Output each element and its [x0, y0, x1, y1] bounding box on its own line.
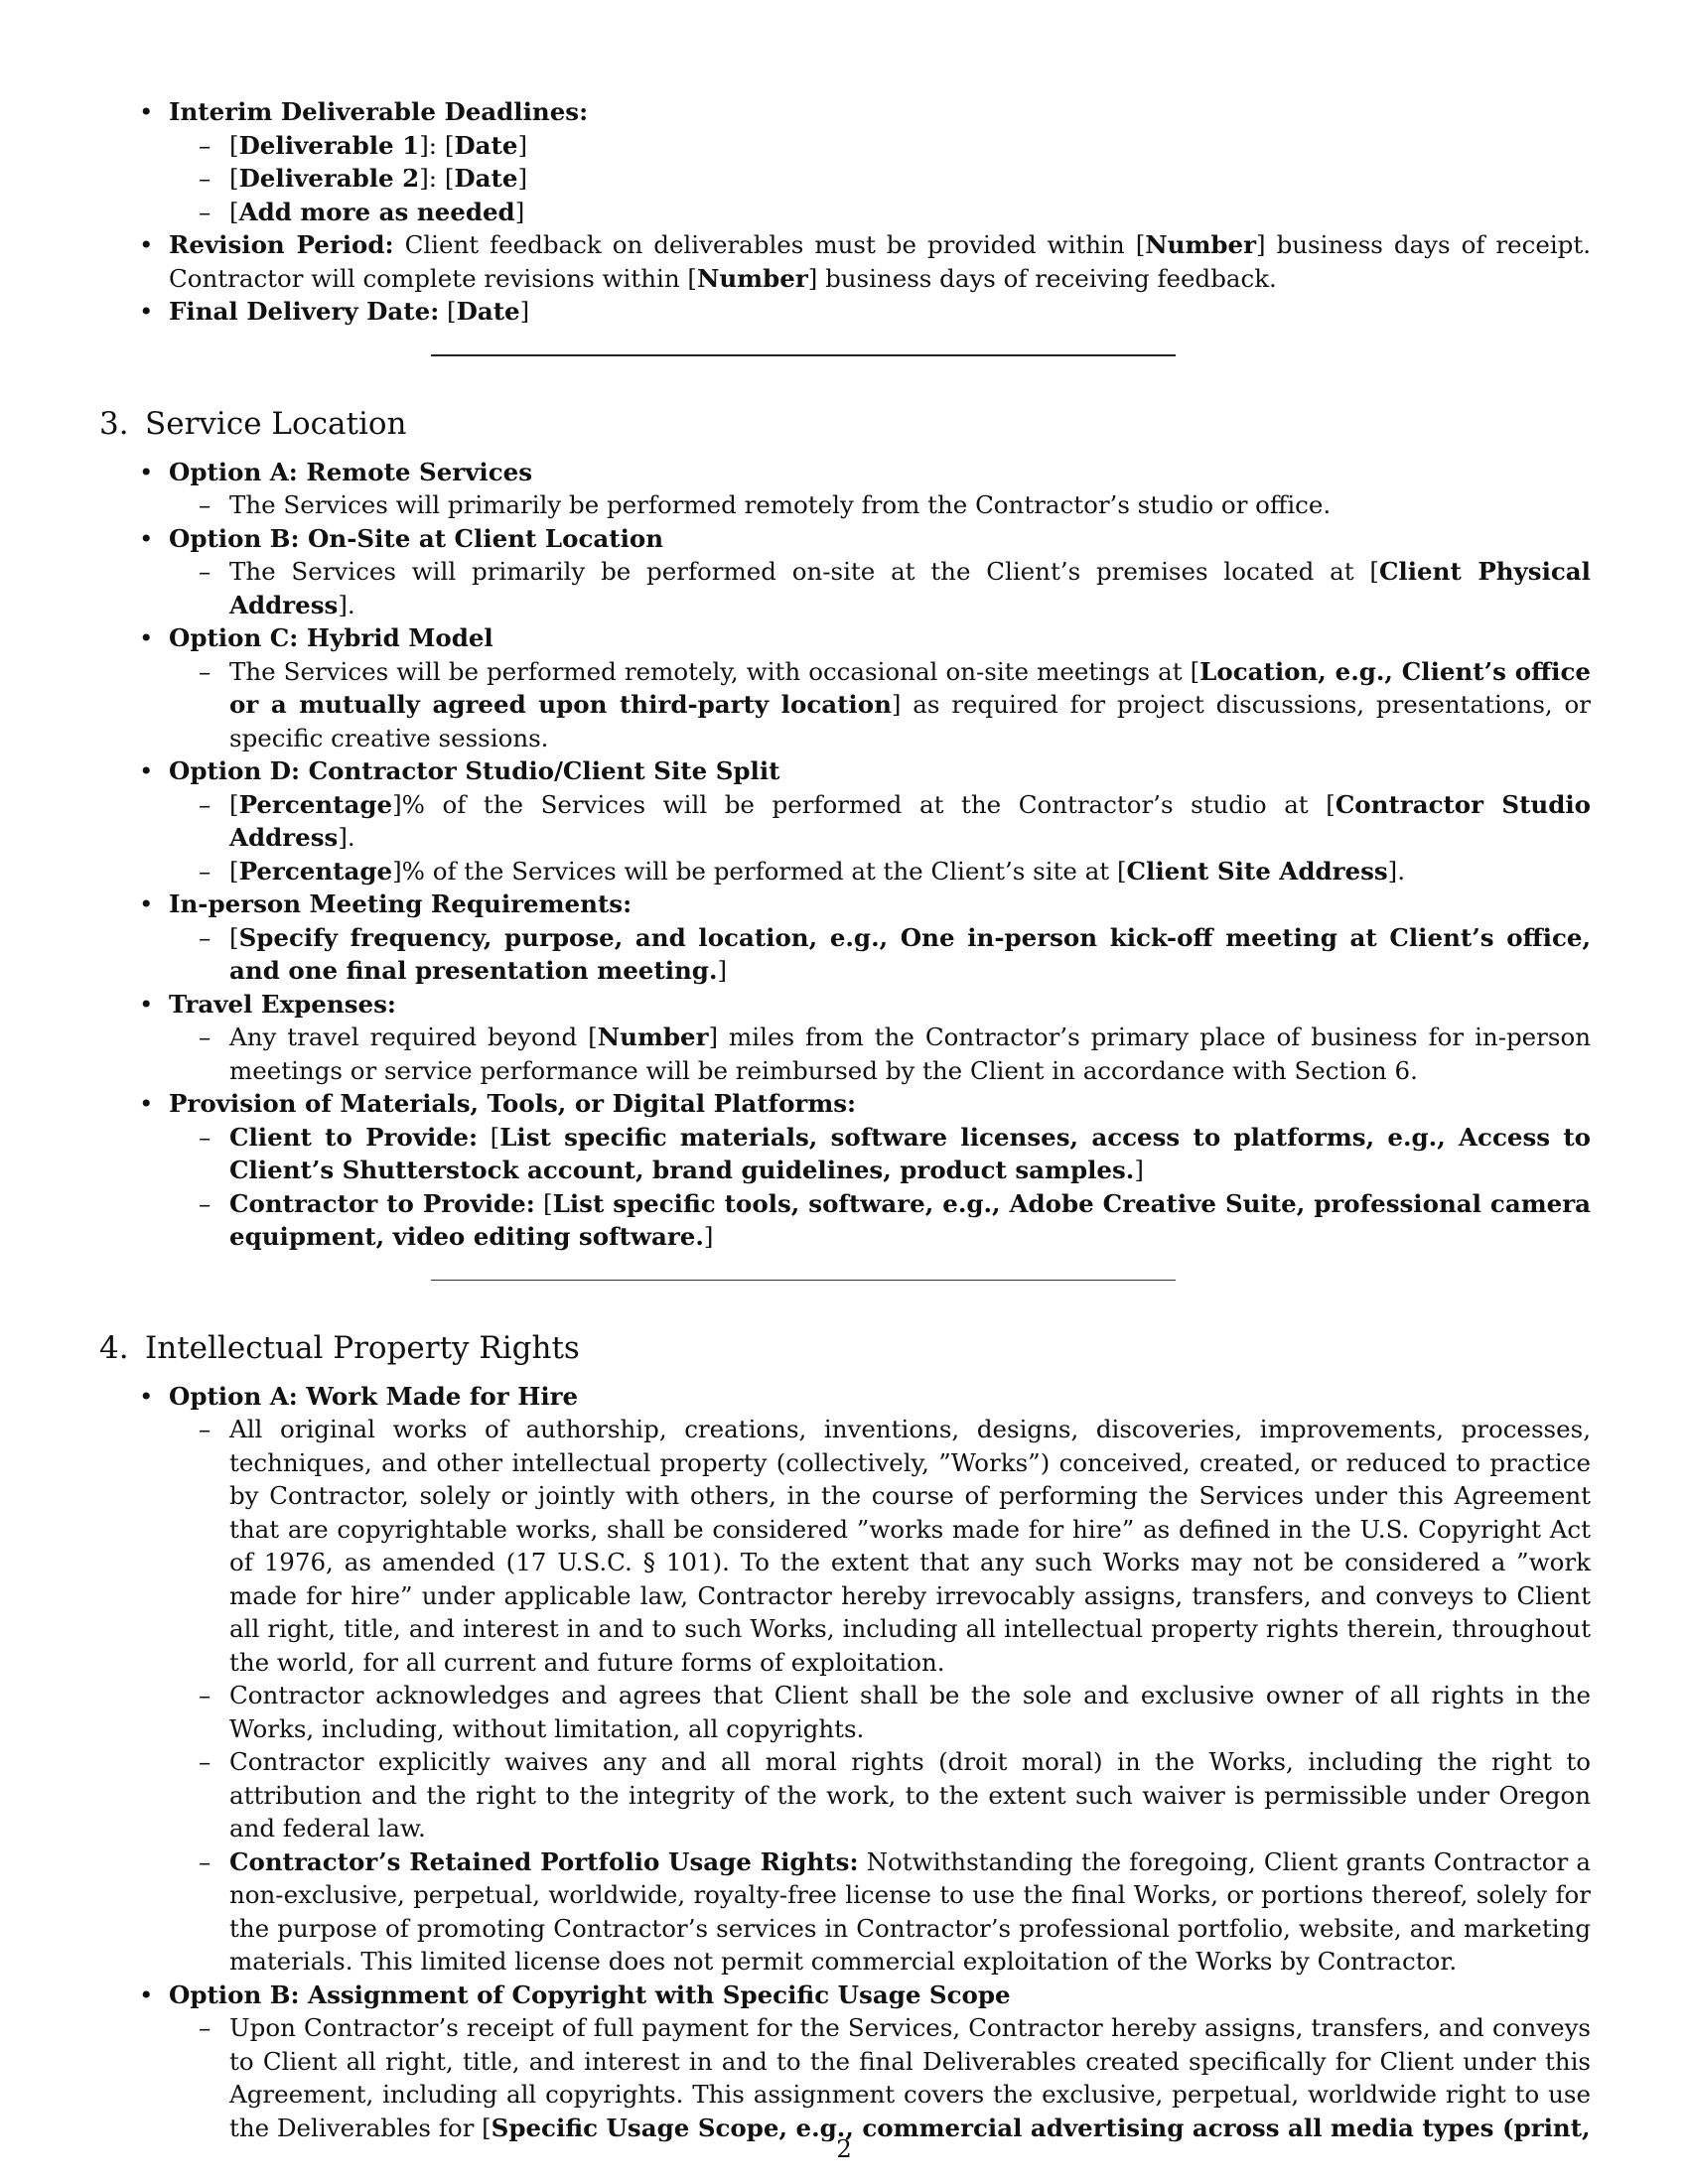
placeholder-text: List specific materials, software licenses, access to platforms, e.g., Access to Client’s Shutterstock account, brand guidelines, product samples.: [229, 1122, 1592, 1184]
list-item: [229, 1121, 1591, 1187]
list-item: [229, 855, 1591, 888]
section-divider: [431, 354, 1176, 356]
list-item: [169, 1380, 1591, 1979]
sublist: [169, 788, 1591, 888]
list-item: – Contractor explicitly waives any and all moral rights (droit moral) in the Works, including the right to attribution and the right to the integrity of the work, to the extent such waiver is permissible under Oregon and federal law.: [229, 1745, 1591, 1845]
option-label: Option B: Assignment of Copyright with Specific Usage Scope: [169, 1979, 1011, 2009]
list-item: – All original works of authorship, creations, inventions, designs, discoveries, improvements, processes, techniques, and other intellectual property (collectively, ”Works”) conceived, created, or reduced to practice by Contractor, solely or jointly with others, in the course of performing the Services under this Agreement that are copyrightable works, shall be considered ”works made for hire” as defined in the U.S. Copyright Act of 1976, as amended (17 U.S.C. § 101). To the extent that any such Works may not be considered a ”work made for hire” under applicable law, Contractor hereby irrevocably assigns, transfers, and conveys to Client all right, title, and interest in and to such Works, including all intellectual property rights therein, throughout the world, for all current and future forms of exploitation.: [229, 1413, 1591, 1679]
sublist: [169, 488, 1591, 522]
list-item: [229, 162, 1591, 196]
option-label: Client to Provide:: [229, 1122, 479, 1152]
text: [: [229, 164, 239, 193]
list-item: [229, 1187, 1591, 1254]
placeholder-text: Contractor Studio Address: [229, 789, 1591, 852]
revision-label: Revision Period:: [169, 230, 394, 259]
list-item: [229, 2011, 1591, 2144]
text: ]% of the Services will be performed at the Contractor’s studio at [: [392, 789, 1336, 819]
list-item: [169, 621, 1591, 754]
text: ]: [: [419, 130, 455, 160]
option-label: Contractor to Provide:: [229, 1188, 535, 1218]
option-label: Option A: Work Made for Hire: [169, 1381, 579, 1411]
list-item: [169, 228, 1591, 295]
text: ] miles from the Contractor’s primary place of business for in-person meetings or service performance will be reimbursed by the Client in accordance with Section 6.: [229, 1023, 1591, 1085]
placeholder-text: Date: [454, 130, 518, 160]
text: ]: [514, 197, 525, 226]
list-item: [169, 1979, 1591, 2145]
placeholder-text: Date: [456, 297, 520, 326]
list-item: [169, 988, 1591, 1088]
option-label: Provision of Materials, Tools, or Digital Platforms:: [169, 1089, 857, 1118]
placeholder-text: Date: [454, 164, 518, 193]
text: [: [229, 856, 239, 886]
option-label: In-person Meeting Requirements:: [169, 889, 633, 918]
placeholder-text: Percentage: [238, 789, 393, 819]
text: ]: [519, 297, 530, 326]
ip-rights-list: [99, 1380, 1591, 2145]
list-item: [229, 655, 1591, 755]
timeline-list: [99, 95, 1591, 329]
section-title: Intellectual Property Rights: [145, 1329, 580, 1366]
text: ].: [1387, 856, 1406, 886]
text: ]: [1134, 1156, 1144, 1184]
placeholder-text: Add more as needed: [238, 197, 515, 226]
text: [: [229, 922, 239, 952]
sublist: [169, 555, 1591, 621]
placeholder-text: Client Physical Address: [229, 557, 1591, 619]
list-item: [229, 1845, 1591, 1979]
sublist: [169, 1021, 1591, 1087]
placeholder-text: Client Site Address: [1126, 856, 1388, 886]
text: The Services will be performed remotely, with occasional on-site meetings at [: [229, 656, 1200, 686]
text: Client feedback on deliverables must be provided within [: [393, 230, 1146, 259]
page-number: 2: [836, 2134, 852, 2163]
placeholder-text: Deliverable 1: [238, 130, 420, 160]
option-label: Travel Expenses:: [169, 989, 396, 1019]
text: [: [229, 197, 239, 226]
list-item: [169, 522, 1591, 622]
sublist: [169, 655, 1591, 755]
text: ] as required for project discussions, presentations, or specific creative sessions.: [229, 690, 1591, 752]
sublist: [169, 1121, 1591, 1254]
sublist: [169, 2011, 1591, 2144]
text: [: [439, 297, 457, 326]
section-title: Service Location: [145, 405, 407, 442]
placeholder-text: Specific Usage Scope, e.g., commercial advertising across all media types (print,: [491, 2113, 1591, 2142]
text: ] business days of receiving feedback.: [807, 263, 1277, 293]
list-item: [169, 456, 1591, 522]
option-label: Option B: On-Site at Client Location: [169, 523, 664, 553]
list-item: [169, 295, 1591, 329]
text: [: [229, 789, 239, 819]
text: The Services will primarily be performed on-site at the Client’s premises located at [: [229, 557, 1379, 586]
final-delivery-label: Final Delivery Date:: [169, 297, 440, 326]
page-content: [99, 95, 1591, 2144]
sublist: [169, 921, 1591, 988]
text: ].: [338, 590, 355, 619]
list-item: – The Services will primarily be performed remotely from the Contractor’s studio or office.: [229, 488, 1591, 522]
sublist: [169, 1413, 1591, 1979]
text: ]: [517, 130, 527, 160]
placeholder-text: Deliverable 2: [238, 164, 420, 193]
interim-label: Interim Deliverable Deadlines:: [169, 97, 589, 126]
placeholder-text: Number: [696, 263, 808, 293]
text: Any travel required beyond [: [229, 1023, 598, 1051]
text: ]: [717, 956, 728, 985]
list-item: [229, 129, 1591, 163]
list-item: [169, 887, 1591, 988]
placeholder-text: List specific tools, software, e.g., Adobe Creative Suite, professional camera equipment, video editing software.: [229, 1188, 1591, 1251]
text: [: [229, 130, 239, 160]
text: [: [534, 1188, 553, 1218]
section-number: 4.: [99, 1329, 129, 1366]
section-divider: [431, 1280, 1176, 1281]
text: ]: [517, 164, 527, 193]
text: Upon Contractor’s receipt of full payment for the Services, Contractor hereby assigns, transfers, and conveys to Client all right, title, and interest in and to the final Deliverables created specifically for Client under this Agreement, including all copyrights. This assignment covers the exclusive, perpetual, worldwide right to use the Deliverables for [: [229, 2013, 1591, 2142]
list-item: [229, 196, 1591, 229]
text: ]% of the Services will be performed at the Client’s site at [: [392, 856, 1127, 886]
list-item: [229, 921, 1591, 988]
placeholder-text: Number: [1145, 230, 1257, 259]
text: ].: [338, 823, 355, 852]
placeholder-text: Number: [597, 1023, 709, 1051]
option-label: Contractor’s Retained Portfolio Usage Rights:: [229, 1846, 859, 1876]
option-label: Option A: Remote Services: [169, 457, 533, 486]
text: ] business days of receipt. Contractor will complete revisions within [: [169, 230, 1591, 293]
list-item: – Contractor acknowledges and agrees that Client shall be the sole and exclusive owner of all rights in the Works, including, without limitation, all copyrights.: [229, 1679, 1591, 1745]
option-label: Option C: Hybrid Model: [169, 623, 493, 652]
section-heading: [99, 404, 1591, 444]
text: ]: [: [419, 164, 455, 193]
text: [: [478, 1122, 500, 1152]
section-number: 3.: [99, 405, 129, 442]
placeholder-text: Specify frequency, purpose, and location, e.g., One in-person kick-off meeting at Client’s office, and one final presentation meeting.: [229, 922, 1591, 985]
option-label: Option D: Contractor Studio/Client Site Split: [169, 756, 780, 785]
list-item: [229, 1021, 1591, 1087]
placeholder-text: Location, e.g., Client’s office or a mutually agreed upon third-party location: [229, 656, 1591, 719]
list-item: [169, 95, 1591, 228]
list-item: [229, 788, 1591, 855]
list-item: [229, 555, 1591, 621]
list-item: [169, 754, 1591, 887]
service-location-list: [99, 456, 1591, 1254]
interim-sublist: [169, 129, 1591, 229]
text: Notwithstanding the foregoing, Client grants Contractor a non-exclusive, perpetual, worldwide, royalty-free license to use the final Works, or portions thereof, solely for the purpose of promoting Contractor’s services in Contractor’s professional portfolio, website, and marketing materials. This limited license does not permit commercial exploitation of the Works by Contractor.: [229, 1846, 1591, 1976]
text: ]: [703, 1222, 714, 1251]
section-heading: [99, 1328, 1591, 1368]
list-item: [169, 1087, 1591, 1254]
placeholder-text: Percentage: [238, 856, 393, 886]
